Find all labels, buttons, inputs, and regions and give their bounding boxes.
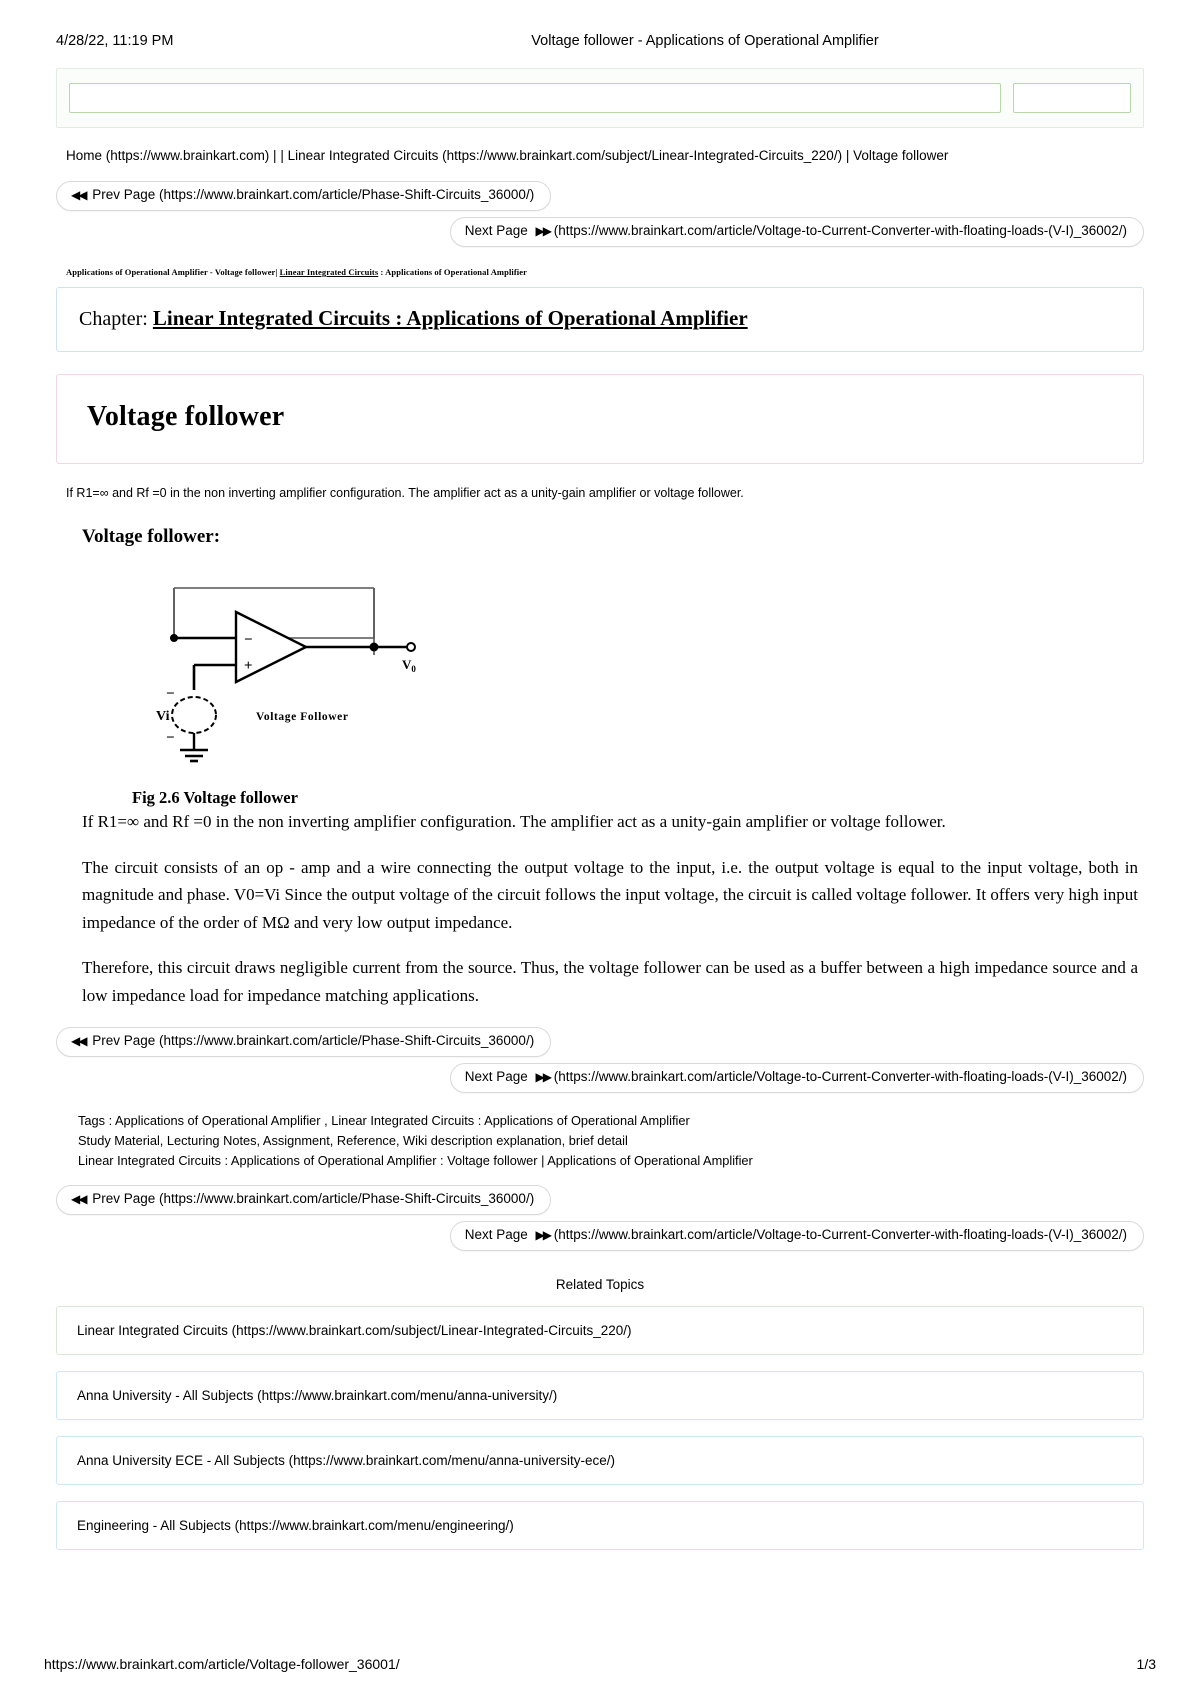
tags-line-1: Tags : Applications of Operational Amplifier , Linear Integrated Circuits : Applications of Operational Amplifier xyxy=(78,1113,690,1129)
chapter-label: Chapter: xyxy=(79,308,148,330)
prev-page-label: Prev Page xyxy=(92,1190,156,1206)
chapter-name[interactable]: Linear Integrated Circuits : Applications of Operational Amplifier xyxy=(152,306,748,330)
print-footer-page: 1/3 xyxy=(1136,1656,1156,1672)
paragraph-2: The circuit consists of an op - amp and a wire connecting the output voltage to the input, i.e. the output voltage is equal to the input voltage, both in magnitude and phase. V0=Vi Since the output voltage of the circuit follows the input voltage, the circuit is called voltage follower. It offers very high input impedance of the order of MΩ and very low output impedance. xyxy=(82,857,1138,932)
intro-line: If R1=∞ and Rf =0 in the non inverting amplifier configuration. The amplifier act as a unity-gain amplifier or voltage follower. xyxy=(66,486,744,500)
tags-line-2: Study Material, Lecturing Notes, Assignment, Reference, Wiki description explanation, brief detail xyxy=(78,1133,628,1149)
next-arrow-icon: ▶▶ xyxy=(535,224,550,238)
page-title: Voltage follower xyxy=(87,401,285,432)
next-page-label: Next Page xyxy=(464,1226,528,1242)
micro-heading-part2: Linear Integrated Circuits xyxy=(279,267,379,277)
print-date: 4/28/22, 11:19 PM xyxy=(56,33,174,49)
micro-heading xyxy=(66,267,1144,277)
figure-label-vo: $V_0$ xyxy=(402,657,416,674)
next-page-url: (https://www.brainkart.com/article/Voltage-to-Current-Converter-with-floating-loads-(V-I)_36002/) xyxy=(553,1069,1127,1085)
paragraph-3: Therefore, this circuit draws negligible current from the source. Thus, the voltage follower can be used as a buffer between a high impedance source and a low impedance load for impedance matching applications. xyxy=(82,958,1138,1005)
voltage-follower-circuit-svg xyxy=(126,570,426,765)
related-topic-item-4[interactable]: Engineering - All Subjects (https://www.brainkart.com/menu/engineering/) xyxy=(56,1501,1144,1550)
prev-page-url: (https://www.brainkart.com/article/Phase-Shift-Circuits_36000/) xyxy=(159,1033,535,1049)
prev-page-url: (https://www.brainkart.com/article/Phase-Shift-Circuits_36000/) xyxy=(159,1190,535,1206)
nav-prev-row-top xyxy=(56,181,1144,211)
next-page-url: (https://www.brainkart.com/article/Voltage-to-Current-Converter-with-floating-loads-(V-I)_36002/) xyxy=(553,223,1127,238)
prev-page-button-bottom[interactable] xyxy=(56,1185,551,1215)
tags-line-3: Linear Integrated Circuits : Applications of Operational Amplifier : Voltage follower | Applications of Operational Amplifier xyxy=(78,1152,753,1168)
next-page-label: Next Page xyxy=(464,1069,528,1085)
search-input[interactable] xyxy=(69,83,1001,113)
paragraph-1: If R1=∞ and Rf =0 in the non inverting amplifier configuration. The amplifier act as a unity-gain amplifier or voltage follower. xyxy=(82,812,946,831)
svg-text:+: + xyxy=(244,658,253,674)
next-page-button-mid[interactable] xyxy=(450,1063,1144,1093)
prev-arrow-icon: ◀◀ xyxy=(71,188,86,202)
svg-text:−: − xyxy=(244,632,253,648)
chapter-box xyxy=(56,287,1144,352)
svg-text:−: − xyxy=(166,686,175,702)
print-footer-url: https://www.brainkart.com/article/Voltage-follower_36001/ xyxy=(44,1656,400,1672)
next-page-button-top[interactable] xyxy=(450,217,1144,247)
title-box xyxy=(56,374,1144,464)
related-topic-item-1[interactable]: Linear Integrated Circuits (https://www.brainkart.com/subject/Linear-Integrated-Circuits_220/) xyxy=(56,1306,1144,1355)
search-bar xyxy=(56,68,1144,128)
next-arrow-icon: ▶▶ xyxy=(535,1070,550,1085)
next-page-button-bottom[interactable] xyxy=(450,1221,1144,1251)
next-page-label: Next Page xyxy=(464,223,528,238)
print-title: Voltage follower - Applications of Operational Amplifier xyxy=(531,33,879,49)
prev-page-button-top[interactable] xyxy=(56,181,551,211)
nav-prev-row-mid xyxy=(56,1027,1144,1057)
prev-arrow-icon: ◀◀ xyxy=(71,1034,86,1049)
print-footer xyxy=(44,1656,1156,1672)
chapter-line xyxy=(79,306,1121,331)
micro-heading-part1: Applications of Operational Amplifier - Voltage follower| xyxy=(66,267,280,277)
next-page-url: (https://www.brainkart.com/article/Voltage-to-Current-Converter-with-floating-loads-(V-I)_36002/) xyxy=(553,1226,1127,1242)
section-heading: Voltage follower: xyxy=(82,526,221,547)
prev-page-button-mid[interactable] xyxy=(56,1027,551,1057)
related-topic-item-2[interactable]: Anna University - All Subjects (https://www.brainkart.com/menu/anna-university/) xyxy=(56,1371,1144,1420)
related-topics-title: Related Topics xyxy=(555,1276,645,1292)
figure-label-inside: Voltage Follower xyxy=(256,711,349,723)
nav-next-row-top xyxy=(56,217,1144,247)
print-header xyxy=(56,28,1144,54)
nav-next-row-bottom xyxy=(56,1221,1144,1251)
prev-arrow-icon: ◀◀ xyxy=(71,1191,86,1206)
prev-page-url: (https://www.brainkart.com/article/Phase-Shift-Circuits_36000/) xyxy=(159,187,535,202)
micro-heading-part3: : Applications of Operational Amplifier xyxy=(378,267,528,277)
breadcrumb[interactable]: Home (https://www.brainkart.com) | | Linear Integrated Circuits (https://www.brainkart.com/subject/Linear-Integrated-Circuits_220/) | Voltage follower xyxy=(66,148,949,163)
nav-prev-row-bottom xyxy=(56,1185,1144,1215)
circuit-figure xyxy=(56,570,1144,770)
next-arrow-icon: ▶▶ xyxy=(535,1227,550,1242)
prev-page-label: Prev Page xyxy=(92,187,156,202)
tags-block xyxy=(78,1111,1144,1170)
svg-text:−: − xyxy=(166,730,175,746)
related-topic-item-3[interactable]: Anna University ECE - All Subjects (https://www.brainkart.com/menu/anna-university-ece/) xyxy=(56,1436,1144,1485)
search-button[interactable] xyxy=(1013,83,1131,113)
prev-page-label: Prev Page xyxy=(92,1033,156,1049)
figure-caption: Fig 2.6 Voltage follower xyxy=(132,788,298,807)
nav-next-row-mid xyxy=(56,1063,1144,1093)
figure-label-vi: Vi xyxy=(156,709,170,724)
